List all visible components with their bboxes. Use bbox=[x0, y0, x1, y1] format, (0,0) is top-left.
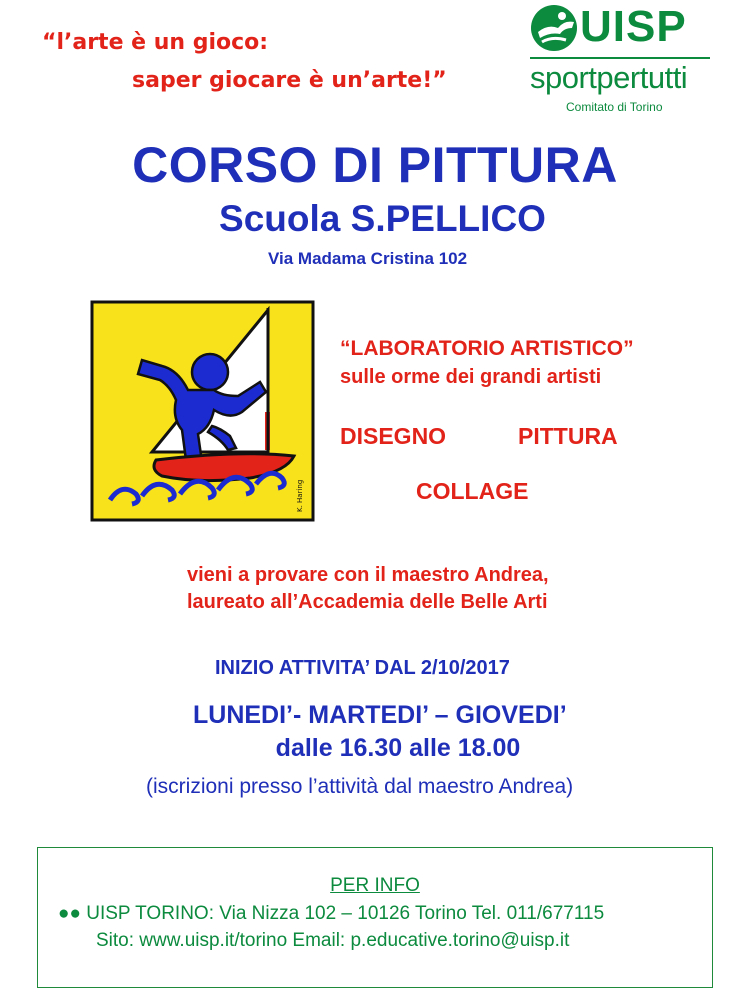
logo-uisp-text: UISP bbox=[580, 2, 687, 51]
info-address: ●● UISP TORINO: Via Nizza 102 – 10126 Torino Tel. 011/677115 bbox=[58, 903, 605, 924]
logo-slogan: sportpertutti bbox=[530, 60, 688, 95]
discipline-pittura: PITTURA bbox=[518, 423, 618, 449]
uisp-runner-icon bbox=[528, 2, 580, 54]
schedule-hours: dalle 16.30 alle 18.00 bbox=[275, 734, 521, 762]
motto-line-1: “l’arte è un gioco: bbox=[42, 30, 269, 55]
motto-line-2: saper giocare è un’arte!” bbox=[132, 68, 447, 93]
school-name: Scuola S.PELLICO bbox=[219, 198, 546, 239]
surfer-illustration bbox=[90, 300, 315, 522]
logo-divider bbox=[530, 57, 710, 59]
lab-title: “LABORATORIO ARTISTICO” bbox=[340, 337, 634, 360]
discipline-collage: COLLAGE bbox=[416, 478, 529, 504]
school-address: Via Madama Cristina 102 bbox=[268, 249, 468, 268]
schedule-days: LUNEDI’- MARTEDI’ – GIOVEDI’ bbox=[193, 701, 567, 729]
invite-line-2: laureato all’Accademia delle Belle Arti bbox=[187, 591, 548, 613]
logo-committee: Comitato di Torino bbox=[566, 100, 663, 114]
info-box bbox=[37, 847, 713, 988]
invite-line-1: vieni a provare con il maestro Andrea, bbox=[187, 564, 549, 586]
haring-painting bbox=[90, 300, 315, 522]
discipline-disegno: DISEGNO bbox=[340, 423, 447, 449]
info-web: Sito: www.uisp.it/torino Email: p.educative.torino@uisp.it bbox=[96, 930, 570, 951]
lab-subtitle: sulle orme dei grandi artisti bbox=[340, 366, 602, 388]
course-title: CORSO DI PITTURA bbox=[132, 137, 618, 193]
info-title: PER INFO bbox=[330, 875, 420, 896]
signup-note: (iscrizioni presso l’attività dal maestro Andrea) bbox=[146, 775, 574, 798]
painting-signature: K. Haring bbox=[296, 479, 304, 512]
start-date: INIZIO ATTIVITA’ DAL 2/10/2017 bbox=[215, 657, 510, 679]
